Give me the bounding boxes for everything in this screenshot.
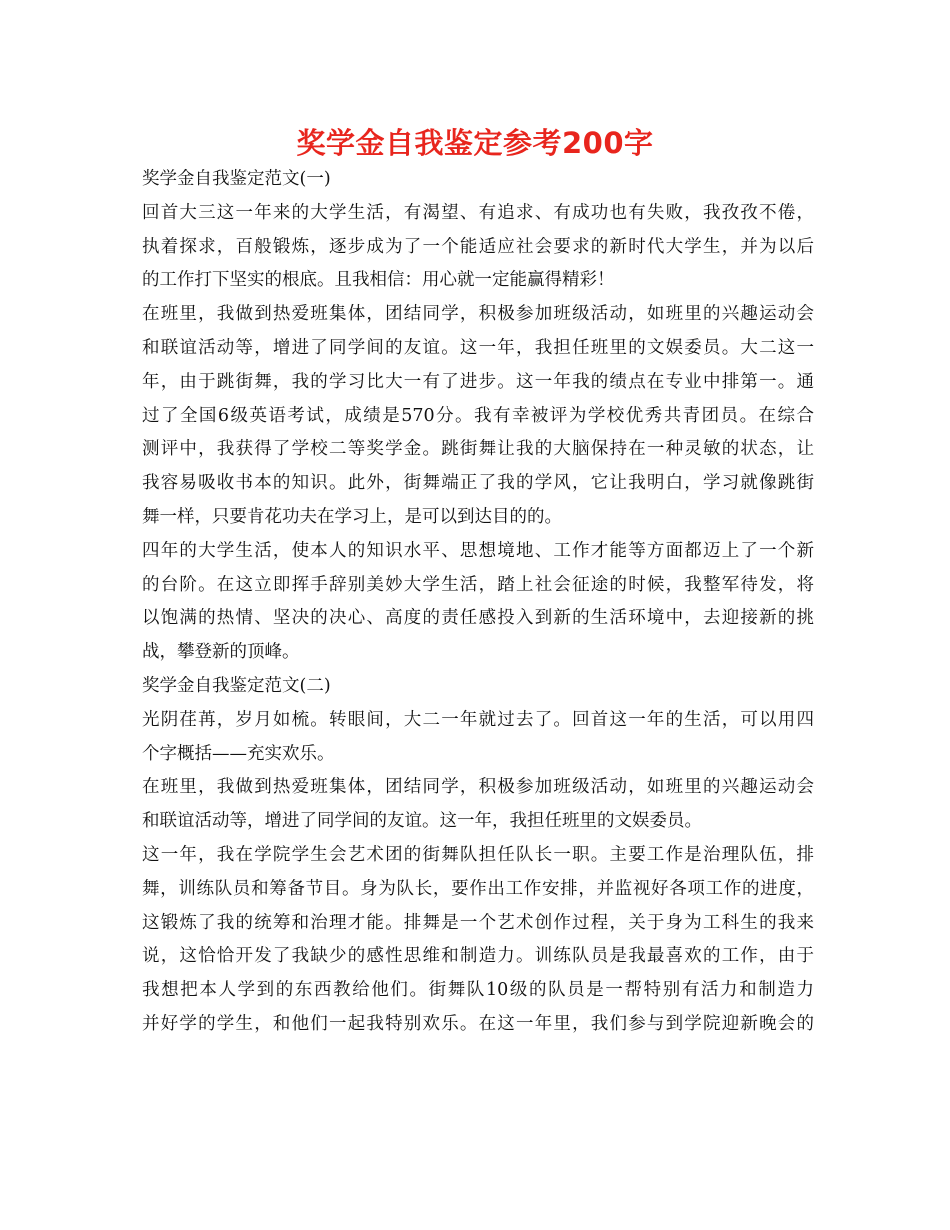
body-line: 说，这恰恰开发了我缺少的感性思维和制造力。训练队员是我最喜欢的工作，由于	[142, 946, 814, 967]
body-line: 和联谊活动等，增进了同学间的友谊。这一年，我担任班里的文娱委员。大二这一	[142, 337, 814, 358]
body-line: 我想把本人学到的东西教给他们。街舞队10级的队员是一帮特别有活力和制造力	[142, 980, 814, 1001]
document-body	[142, 163, 814, 1042]
body-line: 舞一样，只要肯花功夫在学习上，是可以到达目的的。	[142, 506, 562, 527]
body-line: 在班里，我做到热爱班集体，团结同学，积极参加班级活动，如班里的兴趣运动会	[142, 304, 814, 325]
body-line: 光阴荏苒，岁月如梳。转眼间，大二一年就过去了。回首这一年的生活，可以用四	[142, 709, 814, 730]
body-line: 的台阶。在这立即挥手辞别美妙大学生活，踏上社会征途的时候，我整军待发，将	[142, 574, 814, 595]
body-line: 和联谊活动等，增进了同学间的友谊。这一年，我担任班里的文娱委员。	[142, 811, 702, 832]
body-line: 过了全国6级英语考试，成绩是570分。我有幸被评为学校优秀共青团员。在综合	[142, 405, 814, 426]
body-line: 以饱满的热情、坚决的决心、高度的责任感投入到新的生活环境中，去迎接新的挑	[142, 608, 814, 629]
body-line: 四年的大学生活，使本人的知识水平、思想境地、工作才能等方面都迈上了一个新	[142, 540, 814, 561]
body-line: 执着探求，百般锻炼，逐步成为了一个能适应社会要求的新时代大学生，并为以后	[142, 236, 814, 257]
section-heading: 奖学金自我鉴定范文(二)	[142, 675, 331, 696]
body-line: 测评中，我获得了学校二等奖学金。跳街舞让我的大脑保持在一种灵敏的状态，让	[142, 439, 814, 460]
body-line: 舞，训练队员和筹备节目。身为队长，要作出工作安排，并监视好各项工作的进度，	[142, 878, 814, 899]
body-line: 年，由于跳街舞，我的学习比大一有了进步。这一年我的绩点在专业中排第一。通	[142, 371, 814, 392]
body-line: 这锻炼了我的统筹和治理才能。排舞是一个艺术创作过程，关于身为工科生的我来	[142, 912, 814, 933]
body-line: 并好学的学生，和他们一起我特别欢乐。在这一年里，我们参与到学院迎新晚会的	[142, 1013, 814, 1034]
body-line: 我容易吸收书本的知识。此外，街舞端正了我的学风，它让我明白，学习就像跳街	[142, 473, 814, 494]
document-title: 奖学金自我鉴定参考200字	[296, 126, 654, 160]
body-line: 在班里，我做到热爱班集体，团结同学，积极参加班级活动，如班里的兴趣运动会	[142, 777, 814, 798]
body-line: 的工作打下坚实的根底。且我相信：用心就一定能赢得精彩！	[142, 270, 615, 291]
body-line: 战，攀登新的顶峰。	[142, 642, 300, 663]
section-heading: 奖学金自我鉴定范文(一)	[142, 169, 331, 189]
body-line: 个字概括——充实欢乐。	[142, 743, 335, 764]
body-line: 这一年，我在学院学生会艺术团的街舞队担任队长一职。主要工作是治理队伍，排	[142, 844, 814, 865]
body-line: 回首大三这一年来的大学生活，有渴望、有追求、有成功也有失败，我孜孜不倦，	[142, 202, 814, 223]
